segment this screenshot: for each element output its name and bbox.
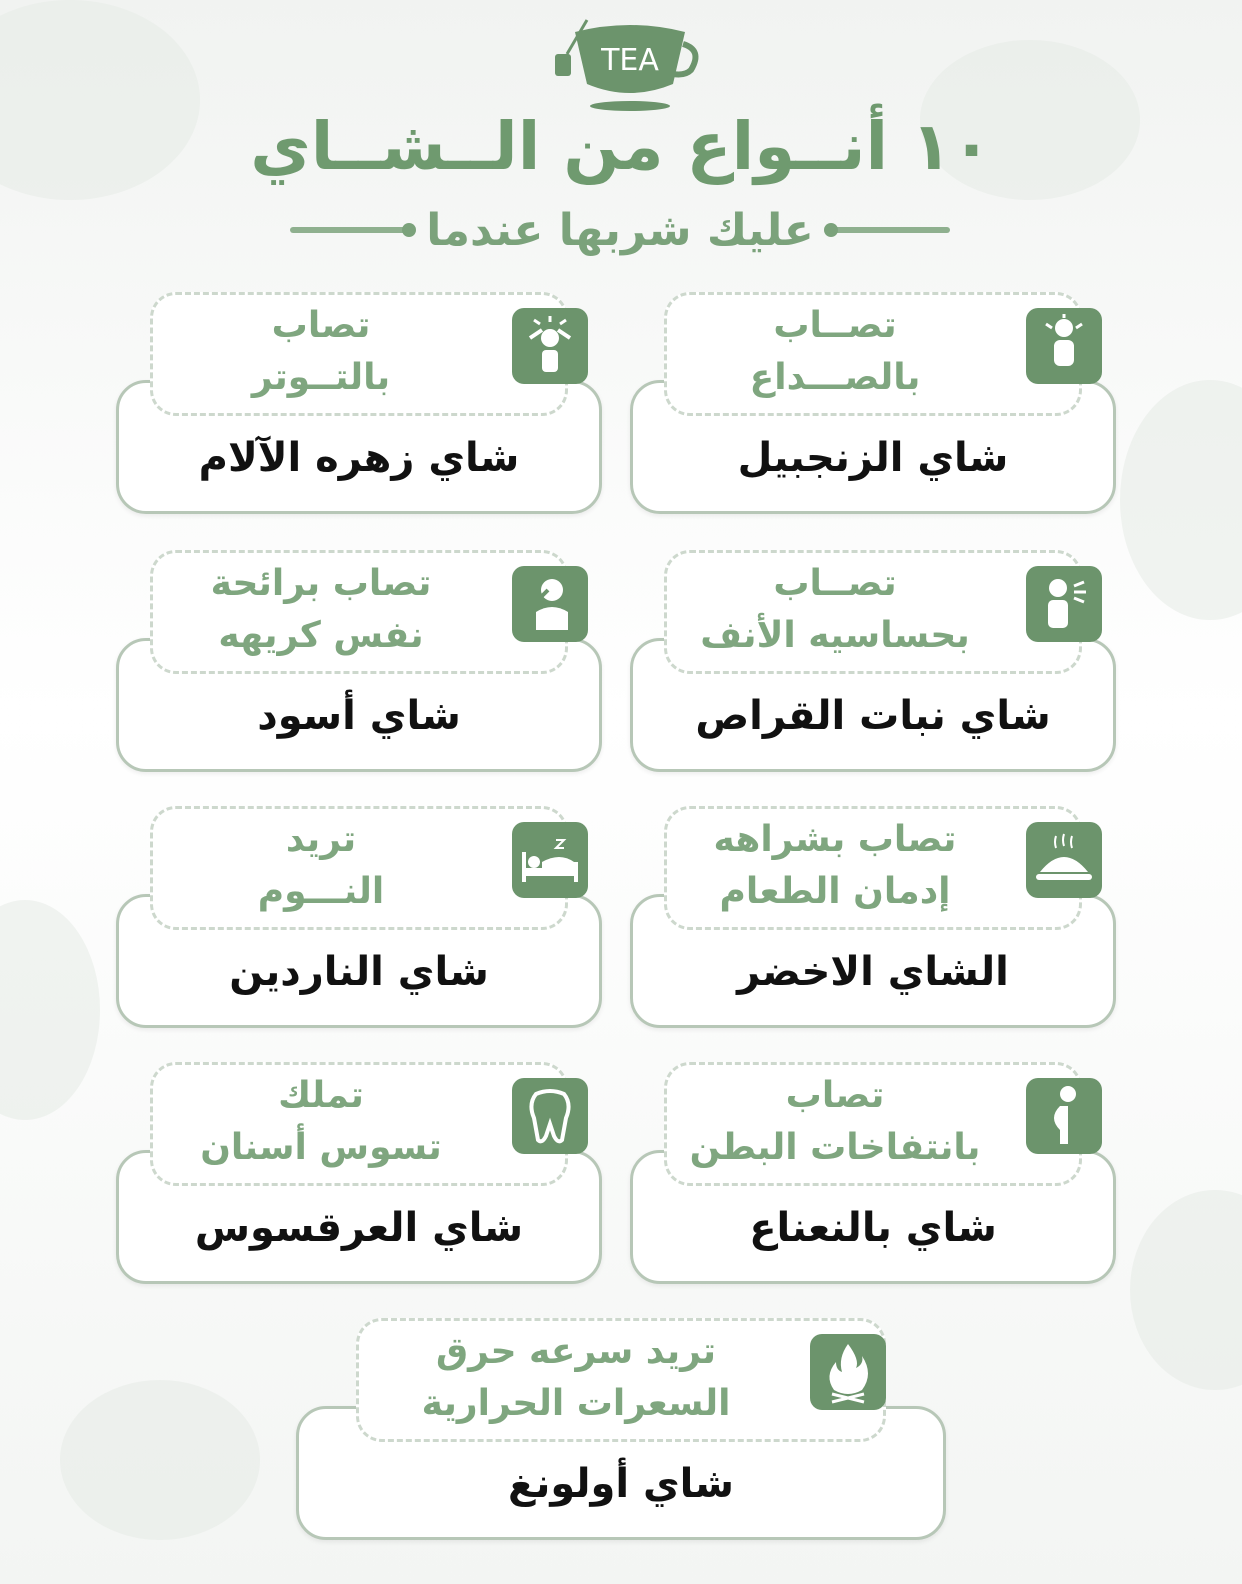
condition-line: تصاب برائحة xyxy=(210,563,432,604)
condition-line: تصــاب xyxy=(773,563,897,604)
condition-line: نفس كريهه xyxy=(218,615,424,656)
condition-line: بالتــوتر xyxy=(251,357,391,398)
tea-card-peppermint xyxy=(630,1062,1116,1284)
background-blob xyxy=(60,1380,260,1540)
food-dish-icon xyxy=(1026,822,1102,898)
tea-card-oolong xyxy=(296,1318,946,1540)
card-condition xyxy=(664,1070,1006,1174)
decorative-dash xyxy=(290,227,412,233)
page-subtitle: عليك شربها عندما xyxy=(426,204,814,256)
card-condition xyxy=(150,558,492,662)
condition-line: السعرات الحرارية xyxy=(421,1383,731,1424)
card-condition xyxy=(664,558,1006,662)
headache-icon xyxy=(1026,308,1102,384)
condition-line: إدمان الطعام xyxy=(719,871,951,912)
tea-name: شاي العرقسوس xyxy=(194,1205,524,1251)
card-condition xyxy=(150,1070,492,1174)
card-condition xyxy=(356,1326,796,1430)
decorative-dash xyxy=(828,227,950,233)
fire-burn-icon xyxy=(810,1334,886,1410)
condition-line: بالصـــداع xyxy=(749,357,921,398)
background-blob xyxy=(1120,380,1242,620)
card-condition xyxy=(150,300,492,404)
condition-line: النـــوم xyxy=(257,871,385,912)
tea-name: شاي زهره الآلام xyxy=(198,435,520,481)
condition-line: بانتفاخات البطن xyxy=(689,1127,981,1168)
tooth-icon xyxy=(512,1078,588,1154)
tea-name: شاي أولونغ xyxy=(508,1461,734,1507)
tea-logo-text: TEA xyxy=(601,43,659,78)
tea-card-nettle xyxy=(630,550,1116,772)
condition-line: تصاب بشراهه xyxy=(713,819,957,860)
page-title: ١٠ أنــواع من الــشــاي xyxy=(250,108,992,185)
tea-name: شاي أسود xyxy=(257,693,461,739)
sleep-bed-icon xyxy=(512,822,588,898)
tea-cup-logo xyxy=(545,14,705,114)
card-condition xyxy=(664,300,1006,404)
tea-card-black xyxy=(116,550,602,772)
condition-line: تصاب xyxy=(271,305,371,346)
condition-line: تملك xyxy=(278,1075,364,1116)
tea-card-ginger xyxy=(630,292,1116,514)
tea-card-green xyxy=(630,806,1116,1028)
card-condition xyxy=(664,814,1006,918)
sneeze-icon xyxy=(1026,566,1102,642)
card-condition xyxy=(150,814,492,918)
condition-line: تصاب xyxy=(785,1075,885,1116)
subtitle-row xyxy=(290,200,950,260)
background-blob xyxy=(0,900,100,1120)
condition-line: تريد سرعه حرق xyxy=(435,1331,717,1372)
stress-icon xyxy=(512,308,588,384)
condition-line: تصــاب xyxy=(773,305,897,346)
tea-card-licorice xyxy=(116,1062,602,1284)
bloating-icon xyxy=(1026,1078,1102,1154)
tea-name: شاي نبات القراص xyxy=(695,693,1051,739)
tea-card-passionflower xyxy=(116,292,602,514)
tea-name: شاي الناردين xyxy=(229,949,489,995)
tea-name: شاي بالنعناع xyxy=(749,1205,997,1251)
tea-name: الشاي الاخضر xyxy=(737,949,1009,995)
bad-breath-icon xyxy=(512,566,588,642)
background-blob xyxy=(1130,1190,1242,1390)
condition-line: بحساسيه الأنف xyxy=(700,615,970,656)
tea-name: شاي الزنجبيل xyxy=(737,435,1009,481)
tea-card-valerian xyxy=(116,806,602,1028)
condition-line: تسوس أسنان xyxy=(200,1127,442,1168)
condition-line: تريد xyxy=(285,819,357,860)
